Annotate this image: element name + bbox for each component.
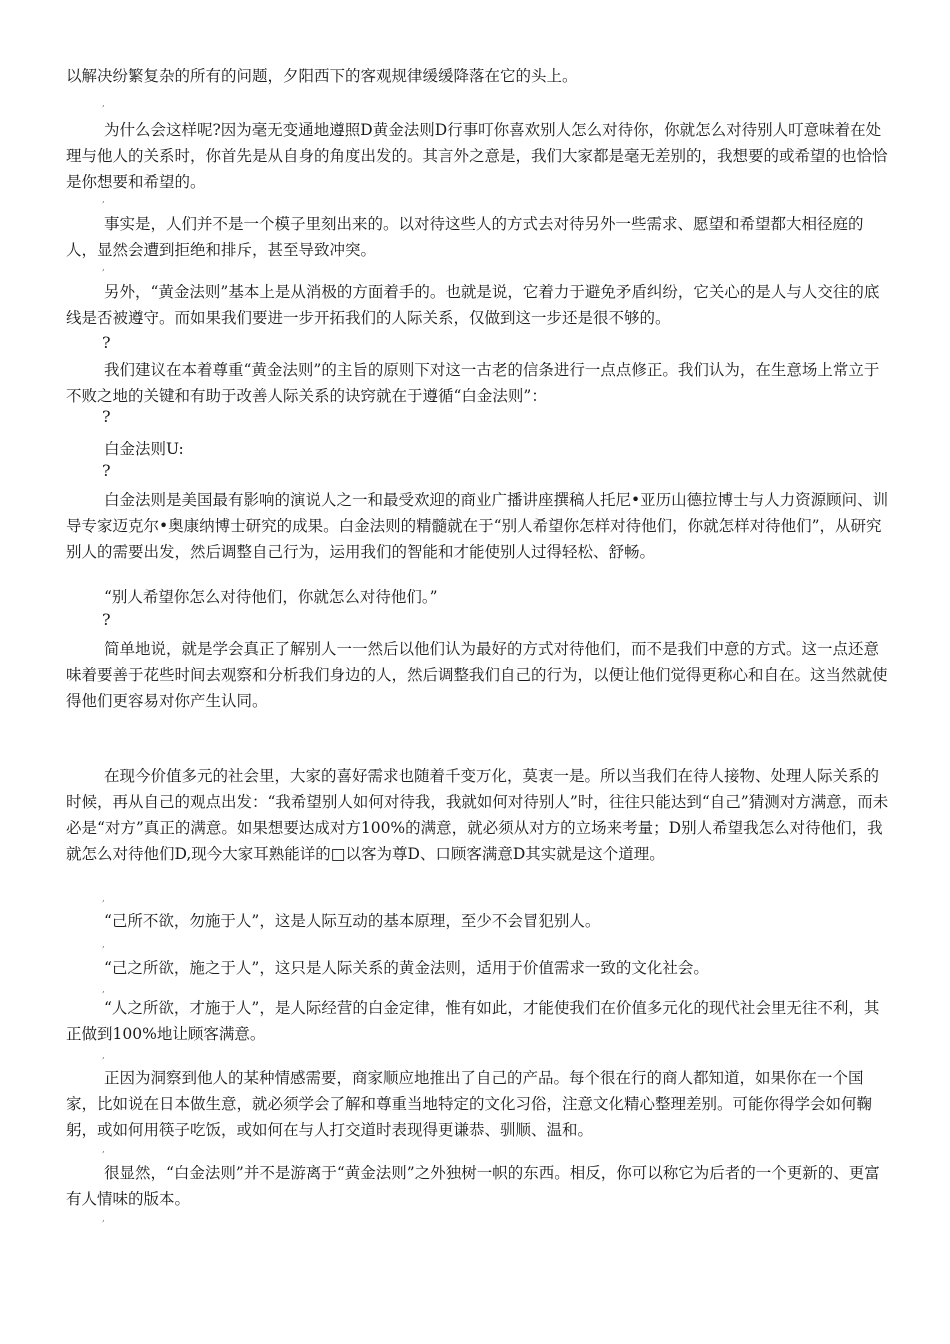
heading-platinum-rule: 白金法则U: bbox=[104, 440, 184, 458]
paragraph-fact: 事实是，人们并不是一个模子里刻出来的。以对待这些人的方式去对待另外一些需求、愿望和希望都大相径庭的人，显然会遭到拒绝和排斥，甚至导致冲突。 bbox=[66, 215, 864, 259]
paragraph-mark: , bbox=[102, 263, 105, 273]
paragraph-golden-rule-reason: 为什么会这样呢?因为毫无变通地遵照D黄金法则D行事叮你喜欢别人怎么对待你，你就怎么对待别人叮意味着在处理与他人的关系时，你首先是从自身的角度出发的。其言外之意是，我们大家都是毫无差别的，我想要的或希望的也恰恰是你想要和希望的。 bbox=[66, 121, 888, 191]
paragraph-mark: , bbox=[102, 894, 105, 904]
paragraph-mark: , bbox=[102, 1051, 105, 1061]
paragraph-mark: , bbox=[102, 1214, 105, 1224]
paragraph-conclusion: 很显然，“白金法则”并不是游离于“黄金法则”之外独树一帜的东西。相反，你可以称它为后者的一个更新的、更富有人情味的版本。 bbox=[66, 1164, 880, 1208]
paragraph-mark: , bbox=[102, 940, 105, 950]
quote-platinum-rule: “别人希望你怎么对待他们，你就怎么对待他们。” bbox=[104, 588, 438, 606]
paragraph-diverse-society: 在现今价值多元的社会里，大家的喜好需求也随着千变万化，莫衷一是。所以当我们在待人接物、处理人际关系的时候，再从自己的观点出发：“我希望别人如何对待我，我就如何对待别人”时，往往只能达到“自己”猜测对方满意，而未必是“对方”真正的满意。如果想要达成对方100%的满意，就必须从对方的立场来考量；D别人希望我怎么对待他们，我就怎么对待他们D,现今大家耳熟能详的□以客为尊D、口顾客满意D其实就是这个道理。 bbox=[66, 767, 889, 863]
paragraph-merchants: 正因为洞察到他人的某种情感需要，商家顺应地推出了自己的产品。每个很在行的商人都知道，如果你在一个国家，比如说在日本做生意，就必须学会了解和尊重当地特定的文化习俗，注意文化精心整理差别。可能你得学会如何鞠躬，或如何用筷子吃饭，或如何在与人打交道时表现得更谦恭、驯顺、温和。 bbox=[66, 1069, 873, 1139]
paragraph-intro: 以解决纷繁复杂的所有的问题，夕阳西下的客观规律缓缓降落在它的头上。 bbox=[66, 67, 578, 85]
paragraph-simply-put: 简单地说，就是学会真正了解别人一一然后以他们认为最好的方式对待他们，而不是我们中意的方式。这一点还意味着要善于花些时间去观察和分析我们身边的人，然后调整我们自己的行为，以便让他们觉得更称心和自在。这当然就使得他们更容易对你产生认同。 bbox=[66, 640, 888, 710]
paragraph-proverb-2: “己之所欲，施之于人”，这只是人际关系的黄金法则，适用于价值需求一致的文化社会。 bbox=[104, 959, 709, 977]
question-mark: ? bbox=[102, 461, 111, 480]
paragraph-proverb-3: “人之所欲，才施于人”，是人际经营的白金定律，惟有如此，才能使我们在价值多元化的现代社会里无往不利，其正做到100%地让顾客满意。 bbox=[66, 999, 880, 1043]
paragraph-proverb-1: “己所不欲，勿施于人”，这是人际互动的基本原理，至少不会冒犯别人。 bbox=[104, 912, 601, 930]
question-mark: ? bbox=[102, 333, 111, 352]
paragraph-mark: , bbox=[102, 195, 105, 205]
paragraph-mark: , bbox=[102, 99, 105, 109]
question-mark: ? bbox=[102, 610, 111, 629]
paragraph-mark: , bbox=[102, 985, 105, 995]
question-mark: ? bbox=[102, 407, 111, 426]
paragraph-mark: , bbox=[102, 1145, 105, 1155]
paragraph-negative-side: 另外，“黄金法则”基本上是从消极的方面着手的。也就是说，它着力于避免矛盾纠纷，它关心的是人与人交往的底线是否被遵守。而如果我们要进一步开拓我们的人际关系，仅做到这一步还是很不够的。 bbox=[66, 283, 880, 327]
paragraph-platinum-origin: 白金法则是美国最有影响的演说人之一和最受欢迎的商业广播讲座撰稿人托尼•亚历山德拉博士与人力资源顾问、训导专家迈克尔•奥康纳博士研究的成果。白金法则的精髓就在于“别人希望你怎样对待他们，你就怎样对待他们”，从研究别人的需要出发，然后调整自己行为，运用我们的智能和才能使别人过得轻松、舒畅。 bbox=[66, 491, 889, 561]
paragraph-suggestion: 我们建议在本着尊重“黄金法则”的主旨的原则下对这一古老的信条进行一点点修正。我们认为，在生意场上常立于不败之地的关键和有助于改善人际关系的诀窍就在于遵循“白金法则”： bbox=[66, 361, 880, 405]
